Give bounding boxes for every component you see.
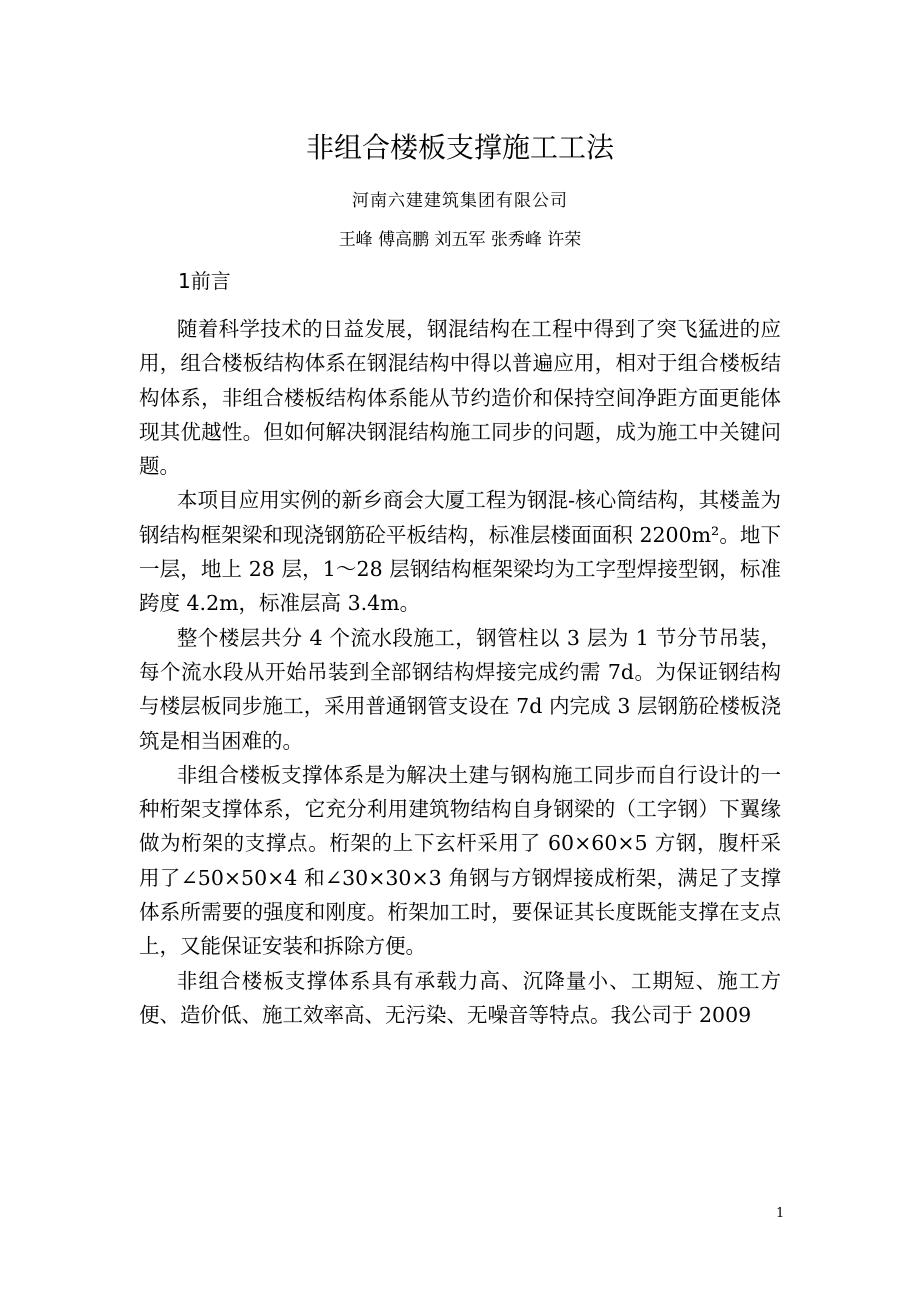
paragraph-5: 非组合楼板支撑体系具有承载力高、沉降量小、工期短、施工方便、造价低、施工效率高、无污染、无噪音等特点。我公司于 2009 bbox=[139, 968, 781, 1027]
page-number: 1 bbox=[776, 1206, 785, 1221]
document-title: 非组合楼板支撑施工工法 bbox=[305, 131, 614, 164]
paragraph-3: 整个楼层共分 4 个流水段施工，钢管柱以 3 层为 1 节分节吊装，每个流水段从开始吊装到全部钢结构焊接完成约需 7d。为保证钢结构与楼层板同步施工，采用普通钢管支设在 7d 内完成 3 层钢筋砼楼板浇筑是相当困难的。 bbox=[139, 625, 781, 753]
authors-line: 王峰 傅高鹏 刘五军 张秀峰 许荣 bbox=[338, 230, 582, 250]
paragraph-2: 本项目应用实例的新乡商会大厦工程为钢混-核心筒结构，其楼盖为钢结构框架梁和现浇钢筋砼平板结构，标准层楼面面积 2200m²。地下一层，地上 28 层，1～28 层钢结构框架梁均为工字型焊接型钢，标准跨度 4.2m，标准层高 3.4m。 bbox=[139, 488, 781, 616]
section-heading: 1前言 bbox=[178, 269, 231, 293]
body-text bbox=[139, 312, 781, 1032]
organization-line: 河南六建建筑集团有限公司 bbox=[352, 191, 568, 211]
paragraph-1: 随着科学技术的日益发展，钢混结构在工程中得到了突飞猛进的应用，组合楼板结构体系在钢混结构中得以普遍应用，相对于组合楼板结构体系，非组合楼板结构体系能从节约造价和保持空间净距方面更能体现其优越性。但如何解决钢混结构施工同步的问题，成为施工中关键问题。 bbox=[139, 317, 781, 479]
paragraph-4: 非组合楼板支撑体系是为解决土建与钢构施工同步而自行设计的一种桁架支撑体系，它充分利用建筑物结构自身钢梁的（工字钢）下翼缘做为桁架的支撑点。桁架的上下玄杆采用了 60×60×5 方钢，腹杆采用了∠50×50×4 和∠30×30×3 角钢与方钢焊接成桁架，满足了支撑体系所需要的强度和刚度。桁架加工时，要保证其长度既能支撑在支点上，又能保证安装和拆除方便。 bbox=[139, 762, 781, 959]
